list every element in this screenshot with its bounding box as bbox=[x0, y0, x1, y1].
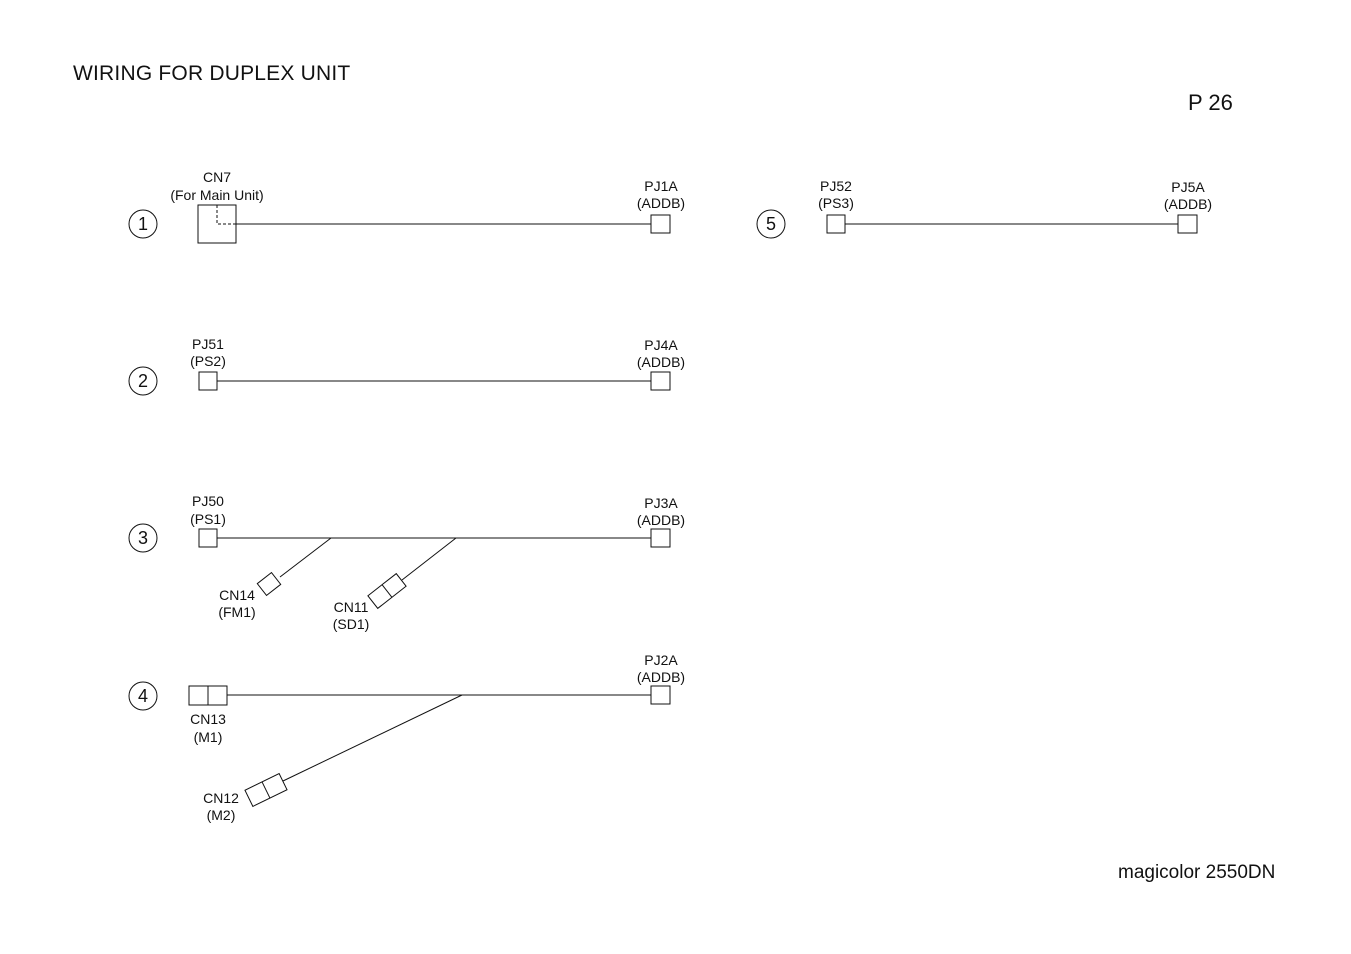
harness-4-branch-1-connector bbox=[245, 774, 287, 807]
harness-5-end-connector bbox=[1178, 215, 1197, 233]
harness-2-end-name: PJ4A bbox=[644, 337, 678, 353]
harness-3-start-name: PJ50 bbox=[192, 493, 224, 509]
harness-1-end-name: PJ1A bbox=[644, 178, 678, 194]
harness-3-branch-1-connector bbox=[257, 573, 280, 596]
harness-4-end-connector bbox=[651, 686, 670, 704]
harness-3-branch-2-desc: (SD1) bbox=[332, 616, 370, 632]
harness-4-branch-1-wire bbox=[283, 695, 462, 781]
harness-3-branch-1-wire bbox=[280, 538, 331, 577]
harness-3-branch-2-wire bbox=[402, 538, 456, 580]
harness-4-start-connector bbox=[189, 686, 227, 705]
harness-3-number: 3 bbox=[137, 528, 149, 548]
harness-4-start-desc: (M1) bbox=[193, 729, 223, 745]
harness-1-end-desc: (ADDB) bbox=[636, 195, 686, 211]
harness-5-start-desc: (PS3) bbox=[818, 195, 854, 211]
harness-3-start-connector bbox=[199, 529, 217, 547]
page-number: P 26 bbox=[1188, 90, 1233, 115]
harness-3-end-desc: (ADDB) bbox=[636, 512, 686, 528]
harness-4-branch-1-desc: (M2) bbox=[206, 807, 236, 823]
harness-1-number: 1 bbox=[137, 214, 149, 234]
harness-5-start-name: PJ52 bbox=[820, 178, 852, 194]
harness-3-start-desc: (PS1) bbox=[190, 511, 226, 527]
harness-3-branch-1-desc: (FM1) bbox=[218, 604, 256, 620]
harness-2 bbox=[129, 336, 685, 395]
harness-5-start-connector bbox=[827, 215, 845, 233]
harness-2-end-desc: (ADDB) bbox=[636, 354, 686, 370]
harness-1-start-desc: (For Main Unit) bbox=[170, 187, 264, 203]
harness-4-number: 4 bbox=[137, 686, 149, 706]
harness-1-start-name: CN7 bbox=[202, 169, 232, 185]
harness-2-start-desc: (PS2) bbox=[190, 353, 226, 369]
harness-5 bbox=[757, 178, 1212, 238]
harness-4 bbox=[129, 652, 685, 823]
harness-5-number: 5 bbox=[765, 214, 777, 234]
harness-3 bbox=[129, 493, 685, 632]
model-name: magicolor 2550DN bbox=[1118, 862, 1276, 883]
harness-5-end-name: PJ5A bbox=[1171, 179, 1205, 195]
harness-2-start-connector bbox=[199, 372, 217, 390]
page-title: WIRING FOR DUPLEX UNIT bbox=[73, 62, 351, 85]
harness-2-number: 2 bbox=[137, 371, 149, 391]
harness-3-end-connector bbox=[651, 529, 670, 547]
harness-4-branch-1-name: CN12 bbox=[203, 790, 239, 806]
harness-4-end-desc: (ADDB) bbox=[636, 669, 686, 685]
harness-4-start-name: CN13 bbox=[190, 711, 226, 727]
harness-3-branch-2-connector bbox=[368, 574, 406, 609]
harness-5-end-desc: (ADDB) bbox=[1163, 196, 1213, 212]
harness-3-branch-2-name: CN11 bbox=[333, 599, 369, 615]
harness-4-end-name: PJ2A bbox=[644, 652, 678, 668]
harness-3-end-name: PJ3A bbox=[644, 495, 678, 511]
harness-2-start-name: PJ51 bbox=[192, 336, 224, 352]
harness-1-end-connector bbox=[651, 215, 670, 233]
harness-1 bbox=[129, 169, 685, 243]
harness-2-end-connector bbox=[651, 372, 670, 390]
harness-3-branch-1-name: CN14 bbox=[219, 587, 255, 603]
